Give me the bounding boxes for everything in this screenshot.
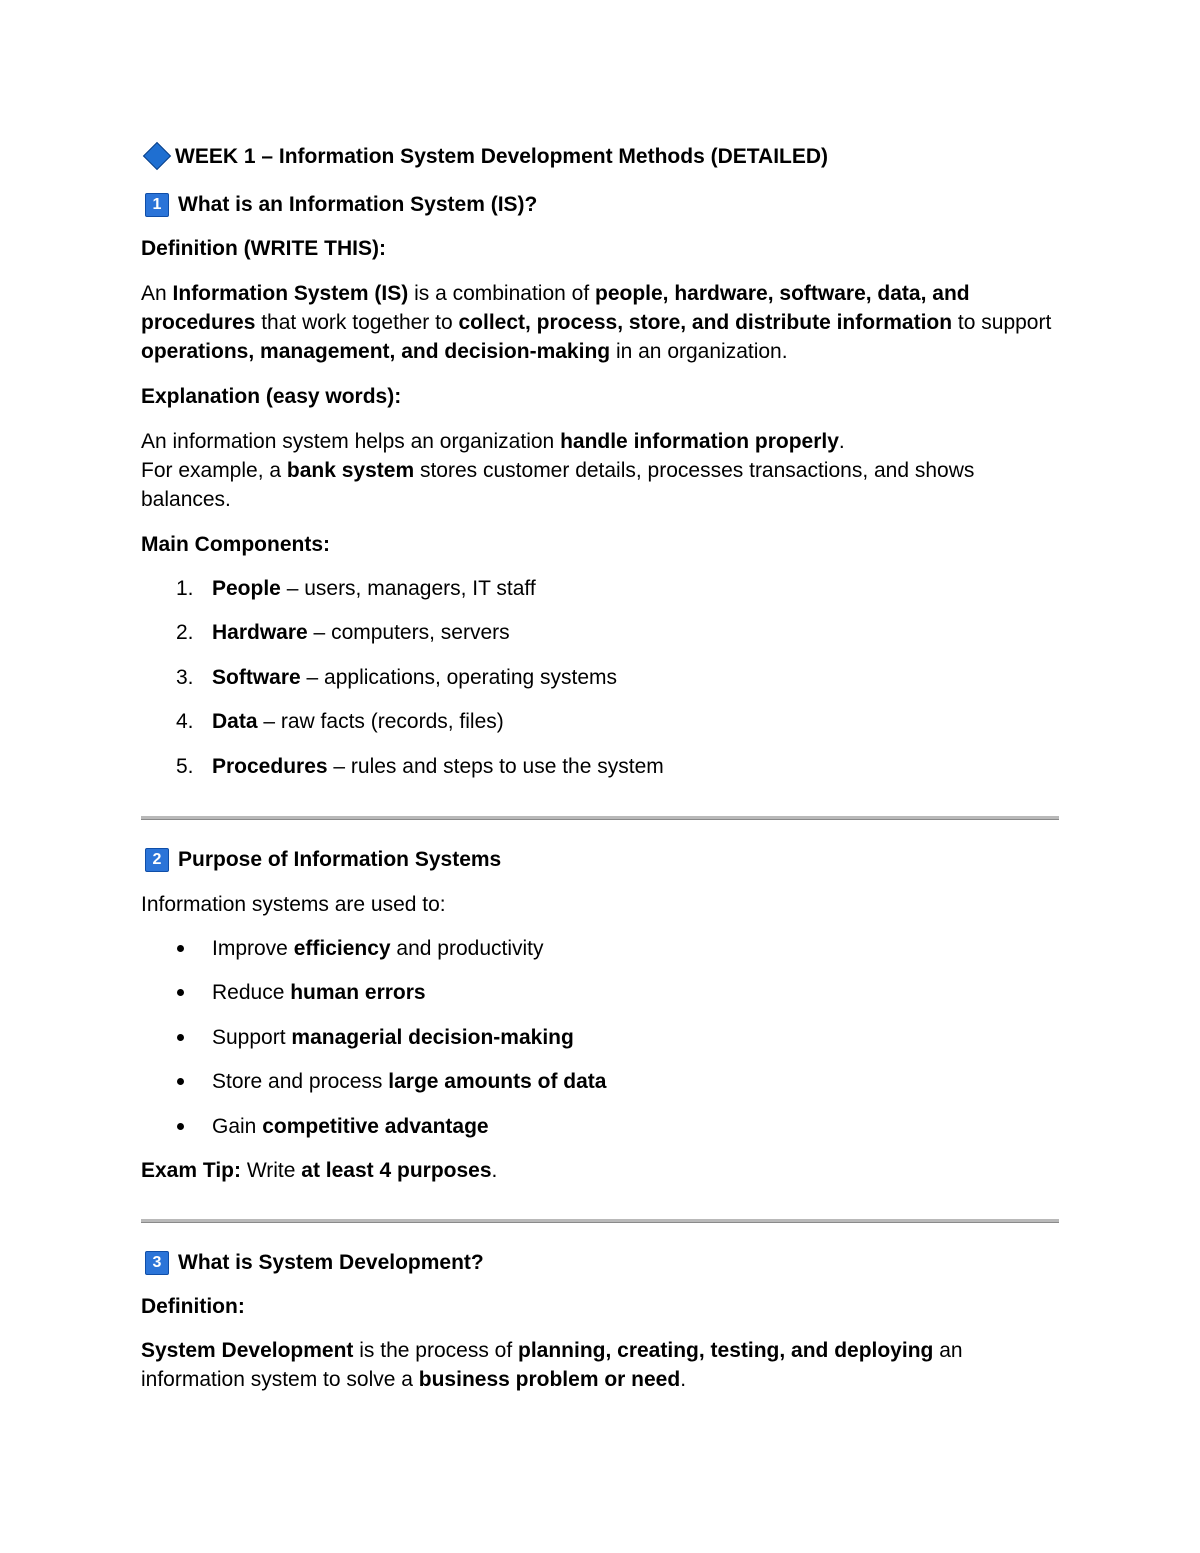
- list-item: 3. Software – applications, operating systems: [176, 666, 618, 689]
- section-3-heading: [141, 1248, 1061, 1277]
- document-content: [141, 142, 1061, 1394]
- section-1-heading: [141, 190, 1061, 219]
- section-2-title: Purpose of Information Systems: [178, 848, 502, 871]
- purposes-list: [141, 934, 1061, 1141]
- system-dev-definition: System Development is the process of planning, creating, testing, and deploying an information system to solve a business problem or need.: [141, 1339, 963, 1391]
- list-item: 5. Procedures – rules and steps to use the system: [176, 755, 664, 778]
- definition-label: Definition (WRITE THIS):: [141, 237, 386, 260]
- list-item: Improve efficiency and productivity: [141, 934, 1061, 963]
- list-item: Store and process large amounts of data: [141, 1067, 1061, 1096]
- explanation-label: Explanation (easy words):: [141, 385, 402, 408]
- keycap-2-icon: 2: [145, 848, 169, 872]
- purposes-intro: Information systems are used to:: [141, 893, 446, 916]
- explanation-paragraph: An information system helps an organization handle information properly. For example, a bank system stores customer details, processes transactions, and shows balances.: [141, 430, 975, 511]
- section-divider: [141, 816, 1059, 820]
- bullet-icon: [177, 1034, 184, 1041]
- list-item: Gain competitive advantage: [141, 1112, 1061, 1141]
- components-list: [141, 574, 1061, 781]
- definition-paragraph: An Information System (IS) is a combination of people, hardware, software, data, and procedures that work together to collect, process, store, and distribute information to support operations, management, and decision-making in an organization.: [141, 282, 1052, 363]
- keycap-3-icon: 3: [145, 1251, 169, 1275]
- section-1-title: What is an Information System (IS)?: [178, 193, 538, 216]
- section-2-heading: [141, 845, 1061, 874]
- page-title: [141, 142, 1061, 171]
- components-label: Main Components:: [141, 533, 330, 556]
- list-item: 1. People – users, managers, IT staff: [176, 577, 536, 600]
- section-3-title: What is System Development?: [178, 1251, 484, 1274]
- list-item: 4. Data – raw facts (records, files): [176, 710, 504, 733]
- page-title-text: WEEK 1 – Information System Development Methods (DETAILED): [175, 145, 829, 168]
- diamond-icon: [141, 142, 175, 171]
- exam-tip: Exam Tip: Write at least 4 purposes.: [141, 1159, 498, 1182]
- list-item: Support managerial decision-making: [141, 1023, 1061, 1052]
- list-item: Reduce human errors: [141, 978, 1061, 1007]
- list-item: 2. Hardware – computers, servers: [176, 621, 510, 644]
- bullet-icon: [177, 1123, 184, 1130]
- section-divider: [141, 1219, 1059, 1223]
- bullet-icon: [177, 1078, 184, 1085]
- bullet-icon: [177, 945, 184, 952]
- keycap-1-icon: 1: [145, 193, 169, 217]
- bullet-icon: [177, 989, 184, 996]
- system-dev-definition-label: Definition:: [141, 1295, 245, 1318]
